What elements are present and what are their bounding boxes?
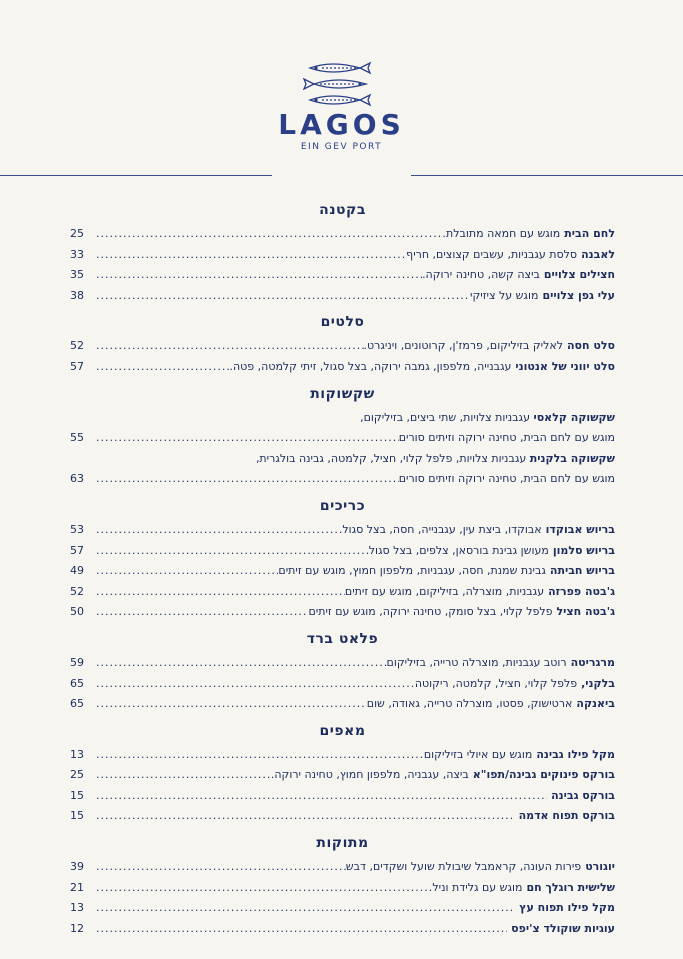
item-name: מקל פילו גבינה xyxy=(536,747,615,761)
item-name: בריוש סלמון xyxy=(552,543,615,557)
item-price: 15 xyxy=(70,788,84,802)
section-desserts xyxy=(70,831,615,939)
item-name: לאבנה xyxy=(581,247,615,261)
item-desc: אבוקדו, ביצת עין, עגבנייה, חסה, בצל סגול xyxy=(342,522,542,536)
item-price: 38 xyxy=(70,288,84,302)
item-desc: מוגש עם חמאה מתובלת xyxy=(446,227,561,240)
brand-subtitle: EIN GEV PORT xyxy=(300,142,383,152)
item-desc: מוגש עם גלידת וניל xyxy=(432,880,523,894)
item-desc: ביצה קשה, טחינה ירוקה. xyxy=(422,268,540,282)
leader-dots xyxy=(96,336,364,357)
menu-item xyxy=(70,919,615,940)
item-name: מרגריטה xyxy=(570,655,615,669)
leader-dots xyxy=(96,469,399,490)
item-desc: מוגש עם לחם הבית, טחינה ירוקה וזיתים סורים xyxy=(398,431,615,445)
item-name: לחם הבית xyxy=(564,227,615,240)
item-desc: מוגש עם לחם הבית, טחינה ירוקה וזיתים סורים xyxy=(398,472,615,486)
menu-item xyxy=(70,694,615,715)
item-price: 65 xyxy=(70,676,84,690)
item-name: שקשוקה בלקנית xyxy=(529,451,615,465)
item-name: בלקני, xyxy=(581,676,615,690)
leader-dots xyxy=(96,694,367,715)
menu-item-line1 xyxy=(70,408,615,429)
item-name: בריוש חביתה xyxy=(549,564,615,578)
item-desc: עגבנייה, מלפפון, גמבה ירוקה, בצל סגול, זיתי קלמטה, פטה. xyxy=(229,359,512,373)
leader-dots xyxy=(96,786,547,807)
leader-dots xyxy=(96,857,346,878)
menu-item xyxy=(70,806,615,827)
menu-item xyxy=(70,561,615,582)
item-price: 52 xyxy=(70,584,84,598)
item-desc: עגבניות צלויות, פלפל קלוי, חציל, קלמטה, גבינה בולגרית, xyxy=(255,451,527,465)
menu-item xyxy=(70,653,615,674)
item-desc: פלפל קלוי, בצל סומק, טחינה ירוקה, מוגש עם זיתים xyxy=(308,605,553,619)
item-price: 57 xyxy=(70,359,84,373)
leader-dots xyxy=(96,582,345,603)
leader-dots xyxy=(96,224,446,245)
item-name: שלישית רוגלך חם xyxy=(526,880,615,894)
menu-item xyxy=(70,898,615,919)
item-name: ג'בטה חציל xyxy=(556,605,615,619)
item-price: 25 xyxy=(70,768,84,782)
menu-item xyxy=(70,541,615,562)
item-name: בורקס גבינה xyxy=(551,788,615,802)
section-title: בקטנה xyxy=(319,202,366,218)
section-sandwiches xyxy=(70,494,615,623)
section-title: סלטים xyxy=(320,314,365,331)
item-name: חצילים צלויים xyxy=(543,268,615,282)
item-price: 53 xyxy=(70,522,84,536)
fish-logo-icon xyxy=(302,60,382,108)
section-title: פלאט ברד xyxy=(306,630,379,647)
menu xyxy=(70,194,615,939)
item-desc: סלסת עגבניות, עשבים קצוצים, חריף xyxy=(406,247,578,261)
item-price: 35 xyxy=(70,268,84,282)
leader-dots xyxy=(96,602,308,623)
item-name: מקל פילו תפוח עץ xyxy=(519,901,615,915)
item-desc: עגבניות צלויות, שתי ביצים, בזיליקום, xyxy=(360,410,530,424)
item-name: בריוש אבוקדו xyxy=(545,522,615,536)
item-price: 39 xyxy=(70,860,84,874)
brand-name: LAGOS xyxy=(278,108,405,141)
item-price: 52 xyxy=(70,339,84,353)
item-name: סלט יווני של אנטוני xyxy=(515,359,615,373)
menu-item xyxy=(70,336,615,357)
item-desc: פלפל קלוי, חציל, קלמטה, ריקוטה xyxy=(414,676,578,690)
item-price: 65 xyxy=(70,697,84,711)
leader-dots xyxy=(96,520,342,541)
leader-dots xyxy=(96,245,406,266)
item-price: 63 xyxy=(70,472,84,486)
item-desc: עגבניות, מוצרלה, בזיליקום, מוגש עם זיתים xyxy=(344,584,545,598)
item-desc: רוטב עגבניות, מוצרלה טרייה, בזיליקום xyxy=(386,655,567,669)
menu-item xyxy=(70,286,615,307)
section-title: כריכים xyxy=(319,497,366,514)
leader-dots xyxy=(96,806,515,827)
leader-dots xyxy=(96,878,432,899)
menu-item xyxy=(70,745,615,766)
leader-dots xyxy=(96,357,229,378)
item-name: ביאנקה xyxy=(576,697,615,711)
leader-dots xyxy=(96,898,515,919)
item-price: 13 xyxy=(70,747,84,761)
section-title: מתוקות xyxy=(316,835,369,852)
section-flatbread xyxy=(70,627,615,715)
item-desc: מוגש עם איולי בזיליקום xyxy=(423,747,533,761)
divider-right xyxy=(411,175,683,176)
menu-item xyxy=(70,786,615,807)
item-name: יוגורט xyxy=(585,860,615,874)
item-name: בורקס תפוח אדמה xyxy=(518,809,615,823)
item-desc: ארטישוק, פסטו, מוצרלה טרייה, גאודה, שום xyxy=(366,697,573,711)
item-name: שקשוקה קלאסי xyxy=(533,410,615,424)
menu-item-line2 xyxy=(70,428,615,449)
item-price: 57 xyxy=(70,543,84,557)
item-name: ג'בטה פפרזה xyxy=(548,584,615,598)
section-small-plates xyxy=(70,198,615,306)
item-name: סלט חסה xyxy=(566,339,615,353)
leader-dots xyxy=(96,919,507,940)
menu-item xyxy=(70,245,615,266)
menu-item xyxy=(70,857,615,878)
leader-dots xyxy=(96,674,415,695)
divider-left xyxy=(0,175,272,176)
section-salads xyxy=(70,310,615,377)
leader-dots xyxy=(96,561,278,582)
item-desc: מוגש על ציזיקי xyxy=(469,288,539,302)
menu-item xyxy=(70,602,615,623)
item-name: עוגיות שוקולד צ'יפס xyxy=(511,921,615,935)
menu-item xyxy=(70,765,615,786)
section-title: שקשוקות xyxy=(310,385,375,402)
item-desc: מעושן גבינת בורסאן, צלפים, בצל סגול xyxy=(368,543,549,557)
item-desc: לאליק בזיליקום, פרמז'ן, קרוטונים, ויניגרט. xyxy=(363,339,563,353)
item-price: 21 xyxy=(70,880,84,894)
item-price: 13 xyxy=(70,901,84,915)
item-price: 50 xyxy=(70,605,84,619)
leader-dots xyxy=(96,265,422,286)
item-price: 49 xyxy=(70,564,84,578)
section-pastries xyxy=(70,719,615,827)
item-price: 59 xyxy=(70,655,84,669)
item-price: 55 xyxy=(70,431,84,445)
item-price: 15 xyxy=(70,809,84,823)
menu-item xyxy=(70,224,615,245)
leader-dots xyxy=(96,745,424,766)
logo xyxy=(0,60,683,152)
item-price: 12 xyxy=(70,921,84,935)
item-desc: פירות העונה, קראמבל שיבולת שועל ושקדים, דבש xyxy=(345,860,582,874)
menu-item xyxy=(70,878,615,899)
section-title: מאפים xyxy=(319,722,366,739)
menu-item xyxy=(70,357,615,378)
menu-item-line2 xyxy=(70,469,615,490)
menu-item xyxy=(70,582,615,603)
item-desc: גבינת שמנת, חסה, עגבניות, מלפפון חמוץ, מוגש עם זיתים xyxy=(278,564,546,578)
menu-item-line1 xyxy=(70,449,615,470)
menu-item xyxy=(70,265,615,286)
item-name: עלי גפן צלויים xyxy=(542,288,615,302)
section-shakshukas xyxy=(70,382,615,490)
menu-item xyxy=(70,520,615,541)
leader-dots xyxy=(96,653,387,674)
leader-dots xyxy=(96,428,399,449)
item-name: בורקס פינוקים גבינה/תפו"א xyxy=(472,768,615,782)
leader-dots xyxy=(96,286,470,307)
item-desc: ביצה, עגבניה, מלפפון חמוץ, טחינה ירוקה. xyxy=(270,768,469,782)
item-price: 25 xyxy=(70,227,84,240)
menu-item xyxy=(70,674,615,695)
item-price: 33 xyxy=(70,247,84,261)
leader-dots xyxy=(96,765,271,786)
leader-dots xyxy=(96,541,369,562)
